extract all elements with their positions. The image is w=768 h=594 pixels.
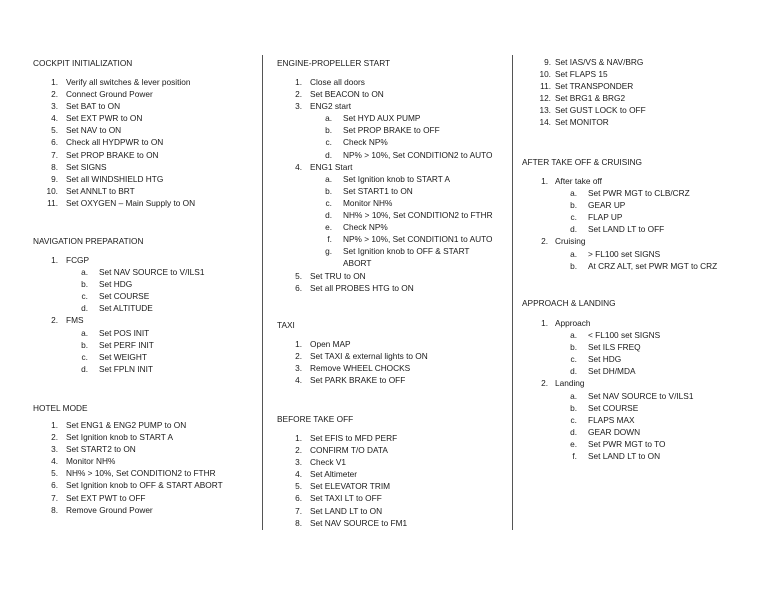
hotel-mode-list [0, 419, 262, 516]
list-item: 2. Set Ignition knob to START A [51, 432, 174, 443]
list-item: 1. FCGP [51, 255, 90, 265]
list-item: 6. Set Ignition knob to OFF & START ABORT [51, 480, 223, 491]
list-item: b. Set HDG [81, 279, 133, 290]
list-item: 6. Set TAXI LT to OFF [295, 493, 382, 504]
list-item: b. Set ILS FREQ [570, 342, 641, 353]
list-item: d. NP% > 10%, Set CONDITION2 to AUTO [325, 149, 493, 160]
list-item: 2. Set BEACON to ON [295, 89, 384, 100]
list-item: c. FLAP UP [570, 212, 623, 223]
list-item: 11. Set OXYGEN – Main Supply to ON [47, 197, 196, 208]
list-item: 1. Open MAP [295, 339, 351, 349]
list-item: b. Set PERF INIT [81, 339, 154, 350]
list-item: d. Set FPLN INIT [81, 363, 153, 374]
list-item: 4. Set EXT PWR to ON [51, 113, 143, 124]
list-item: a. Set NAV SOURCE to V/ILS1 [570, 390, 694, 401]
list-item: 1. Approach [541, 318, 591, 328]
list-item: c. Set WEIGHT [81, 351, 147, 362]
list-item: e. Check NP% [325, 222, 388, 233]
list-item: 4. Set Altimeter [295, 469, 358, 480]
list-item-continuation: ABORT [343, 258, 372, 269]
engine-start-continued-list [512, 56, 768, 129]
list-item: 4. ENG1 Start [295, 161, 353, 172]
list-item: a. > FL100 set SIGNS [570, 248, 661, 259]
list-item: d. Set ALTITUDE [81, 303, 153, 314]
list-item: 1. Close all doors [295, 77, 365, 87]
list-item: 11. Set TRANSPONDER [540, 81, 634, 92]
cockpit-init-title: COCKPIT INITIALIZATION [33, 58, 133, 68]
list-item: 7. Set PROP BRAKE to ON [51, 149, 159, 160]
list-item: c. Set COURSE [81, 291, 150, 302]
list-item: c. Check NP% [325, 137, 388, 148]
column-3 [512, 0, 768, 594]
list-item: a. Set Ignition knob to START A [325, 173, 451, 184]
approach-landing-title: APPROACH & LANDING [522, 298, 616, 308]
list-item: a. Set NAV SOURCE to V/ILS1 [81, 267, 205, 278]
list-item: 7. Set LAND LT to ON [295, 505, 383, 516]
list-item: c. FLAPS MAX [570, 414, 635, 425]
list-item: 13. Set GUST LOCK to OFF [539, 105, 646, 116]
list-item: a. Set PWR MGT to CLB/CRZ [570, 188, 690, 199]
list-item: c. Monitor NH% [325, 197, 393, 208]
list-item: 1. Verify all switches & lever position [51, 77, 191, 87]
after-takeoff-title: AFTER TAKE OFF & CRUISING [522, 157, 643, 167]
list-item: 3. Set BAT to ON [51, 101, 121, 112]
before-takeoff-title: BEFORE TAKE OFF [277, 414, 354, 424]
list-item: d. NH% > 10%, Set CONDITION2 to FTHR [325, 210, 493, 221]
list-item: 12. Set BRG1 & BRG2 [539, 93, 626, 104]
list-item: 2. Connect Ground Power [51, 89, 153, 100]
list-item: 5. NH% > 10%, Set CONDITION2 to FTHR [51, 468, 216, 479]
list-item: 9. Set IAS/VS & NAV/BRG [544, 57, 644, 67]
list-item: b. Set COURSE [570, 402, 639, 413]
list-item: 5. Set TRU to ON [295, 270, 366, 281]
before-takeoff-list [262, 432, 512, 529]
list-item: 2. FMS [51, 315, 84, 326]
list-item: 3. Check V1 [295, 457, 346, 468]
list-item: 2. CONFIRM T/O DATA [295, 445, 388, 456]
list-item: b. Set START1 to ON [325, 185, 413, 196]
list-item: 1. After take off [541, 176, 602, 186]
list-item: 10. Set ANNLT to BRT [46, 185, 135, 196]
list-item: 3. Set START2 to ON [51, 444, 136, 455]
list-item: 1. Set ENG1 & ENG2 PUMP to ON [51, 420, 187, 430]
list-item: 2. Landing [541, 378, 585, 389]
list-item: 3. ENG2 start [295, 101, 352, 112]
list-item: a. Set HYD AUX PUMP [325, 113, 421, 124]
engine-start-title: ENGINE-PROPELLER START [277, 58, 391, 68]
taxi-list [262, 338, 512, 386]
list-item: 7. Set EXT PWT to OFF [51, 492, 146, 503]
column-1 [0, 0, 262, 594]
nav-prep-title: NAVIGATION PREPARATION [33, 236, 144, 246]
list-item: 14. Set MONITOR [539, 117, 609, 128]
list-item: 10. Set FLAPS 15 [539, 69, 608, 80]
engine-start-list [262, 76, 512, 294]
taxi-title: TAXI [277, 320, 295, 330]
list-item: e. Set PWR MGT to TO [570, 438, 666, 449]
list-item: g. Set Ignition knob to OFF & START [325, 246, 470, 257]
list-item: d. GEAR DOWN [570, 426, 641, 437]
list-item: d. Set LAND LT to OFF [570, 224, 665, 235]
list-item: 4. Set PARK BRAKE to OFF [295, 375, 406, 386]
list-item: 6. Check all HYDPWR to ON [51, 137, 164, 148]
list-item: 9. Set all WINDSHIELD HTG [51, 173, 164, 184]
list-item: 8. Remove Ground Power [51, 504, 153, 515]
list-item: b. Set PROP BRAKE to OFF [325, 125, 440, 136]
after-takeoff-list [512, 175, 768, 272]
cockpit-init-list [0, 76, 262, 209]
list-item: f. Set LAND LT to ON [572, 451, 661, 462]
list-item: c. Set HDG [570, 354, 622, 365]
nav-prep-list [0, 254, 262, 375]
list-item: 5. Set NAV to ON [51, 125, 122, 136]
list-item: f. NP% > 10%, Set CONDITION1 to AUTO [327, 234, 493, 245]
list-item: b. GEAR UP [570, 200, 626, 211]
list-item: a. < FL100 set SIGNS [570, 330, 661, 341]
list-item: 6. Set all PROBES HTG to ON [295, 282, 414, 293]
list-item: d. Set DH/MDA [570, 366, 636, 377]
list-item: 8. Set NAV SOURCE to FM1 [295, 517, 408, 528]
list-item: 1. Set EFIS to MFD PERF [295, 433, 398, 443]
list-item: a. Set POS INIT [81, 327, 150, 338]
list-item: 2. Cruising [541, 236, 586, 247]
list-item: 2. Set TAXI & external lights to ON [295, 351, 428, 362]
list-item: 5. Set ELEVATOR TRIM [295, 481, 391, 492]
hotel-mode-title: HOTEL MODE [33, 403, 88, 413]
column-2 [262, 0, 512, 594]
approach-landing-list [512, 317, 768, 462]
list-item: 8. Set SIGNS [51, 161, 107, 172]
list-item: 4. Monitor NH% [51, 456, 116, 467]
list-item: b. At CRZ ALT, set PWR MGT to CRZ [570, 260, 718, 271]
list-item: 3. Remove WHEEL CHOCKS [295, 363, 411, 374]
